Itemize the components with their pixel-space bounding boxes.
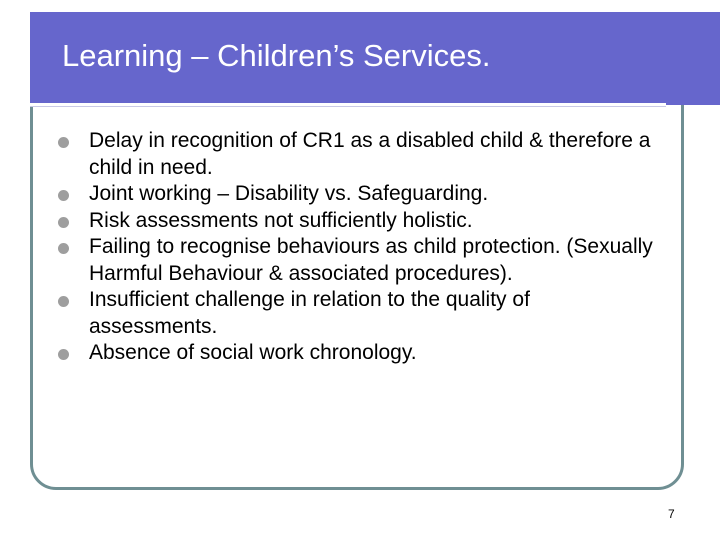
bullet-dot-icon (58, 217, 69, 228)
bullet-text: Risk assessments not sufficiently holistic. (89, 208, 473, 232)
page-number: 7 (668, 507, 675, 521)
slide-title: Learning – Children’s Services. (62, 38, 491, 73)
bullet-text: Joint working – Disability vs. Safeguarding. (89, 182, 489, 205)
bullet-dot-icon (58, 296, 69, 307)
bullet-dot-icon (58, 137, 69, 148)
bullet-item (58, 234, 658, 287)
bullet-dot-icon (58, 349, 69, 360)
bullet-item (58, 181, 658, 208)
title-underline-shadow (30, 106, 666, 107)
bullet-text: Delay in recognition of CR1 as a disabled child & therefore a child in need. (89, 129, 651, 179)
bullet-dot-icon (58, 190, 69, 201)
bullet-item (58, 287, 658, 340)
bullet-item (58, 128, 658, 181)
bullet-dot-icon (58, 243, 69, 254)
bullet-text: Insufficient challenge in relation to the quality of assessments. (89, 288, 530, 338)
bullet-list (58, 128, 658, 367)
bullet-item (58, 208, 658, 235)
bullet-text: Absence of social work chronology. (89, 341, 417, 364)
bullet-item (58, 340, 658, 367)
bullet-text: Failing to recognise behaviours as child protection. (Sexually Harmful Behaviour & associated procedures). (89, 235, 653, 285)
